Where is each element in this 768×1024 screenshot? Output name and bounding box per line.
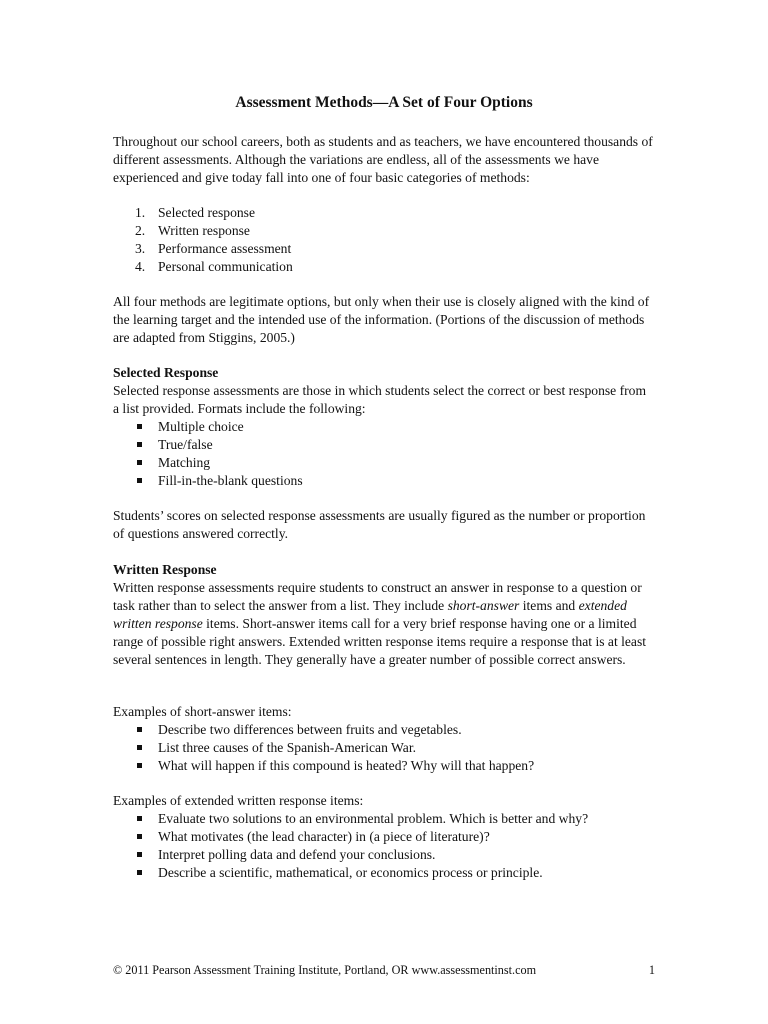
bullet-icon bbox=[137, 852, 142, 857]
list-item: Describe two differences between fruits and vegetables. bbox=[113, 721, 653, 739]
short-examples-list bbox=[113, 721, 653, 775]
selected-response-heading: Selected Response bbox=[113, 365, 219, 380]
bullet-icon bbox=[137, 460, 142, 465]
list-item: What will happen if this compound is heated? Why will that happen? bbox=[113, 757, 653, 775]
short-examples-label: Examples of short-answer items: bbox=[113, 704, 292, 719]
bullet-icon bbox=[137, 424, 142, 429]
list-item: 3. Performance assessment bbox=[135, 241, 292, 256]
formats-list bbox=[113, 418, 653, 490]
bullet-icon bbox=[137, 816, 142, 821]
bullet-icon bbox=[137, 745, 142, 750]
page-number: 1 bbox=[648, 963, 655, 977]
bullet-icon bbox=[137, 727, 142, 732]
list-item: 2. Written response bbox=[135, 223, 250, 238]
footer-copyright: © 2011 Pearson Assessment Training Institute, Portland, OR www.assessmentinst.com bbox=[113, 963, 537, 977]
written-response-heading: Written Response bbox=[113, 562, 217, 577]
selected-response-paragraph: Selected response assessments are those in which students select the correct or best response from a list provided. Formats include the following: bbox=[113, 383, 647, 416]
list-item: Multiple choice bbox=[113, 418, 653, 436]
page-title: Assessment Methods—A Set of Four Options bbox=[235, 94, 533, 111]
extended-examples-list bbox=[113, 810, 653, 882]
bullet-icon bbox=[137, 478, 142, 483]
written-response-paragraph: Written response assessments require students to construct an answer in response to a question or task rather than to select the answer from a list. They include short-answer items and extended written response items. Short-answer items call for a very brief response having one or a limited range of possible right answers. Extended written response items require a response that is at least several sentences in length. They generally have a greater number of possible correct answers. bbox=[113, 580, 647, 667]
extended-examples-label: Examples of extended written response items: bbox=[113, 793, 364, 808]
categories-list bbox=[113, 204, 653, 276]
list-item: 1. Selected response bbox=[135, 205, 256, 220]
bullet-icon bbox=[137, 870, 142, 875]
list-item: Fill-in-the-blank questions bbox=[113, 472, 653, 490]
bullet-icon bbox=[137, 442, 142, 447]
list-item: 4. Personal communication bbox=[135, 259, 293, 274]
list-item: Describe a scientific, mathematical, or economics process or principle. bbox=[113, 864, 653, 882]
intro-paragraph: Throughout our school careers, both as students and as teachers, we have encountered thousands of different assessments. Although the variations are endless, all of the assessments we have experienced and give today fall into one of four basic categories of methods: bbox=[113, 134, 653, 185]
bullet-icon bbox=[137, 834, 142, 839]
page-footer bbox=[113, 962, 655, 978]
list-item: List three causes of the Spanish-American War. bbox=[113, 739, 653, 757]
bullet-icon bbox=[137, 763, 142, 768]
list-item: Interpret polling data and defend your conclusions. bbox=[113, 846, 653, 864]
list-item: What motivates (the lead character) in (a piece of literature)? bbox=[113, 828, 653, 846]
list-item: True/false bbox=[113, 436, 653, 454]
methods-paragraph: All four methods are legitimate options, but only when their use is closely aligned with the kind of the learning target and the intended use of the information. (Portions of the discussion of methods are adapted from Stiggins, 2005.) bbox=[113, 294, 650, 345]
list-item: Matching bbox=[113, 454, 653, 472]
list-item: Evaluate two solutions to an environmental problem. Which is better and why? bbox=[113, 810, 653, 828]
scores-paragraph: Students’ scores on selected response assessments are usually figured as the number or proportion of questions answered correctly. bbox=[113, 508, 646, 541]
